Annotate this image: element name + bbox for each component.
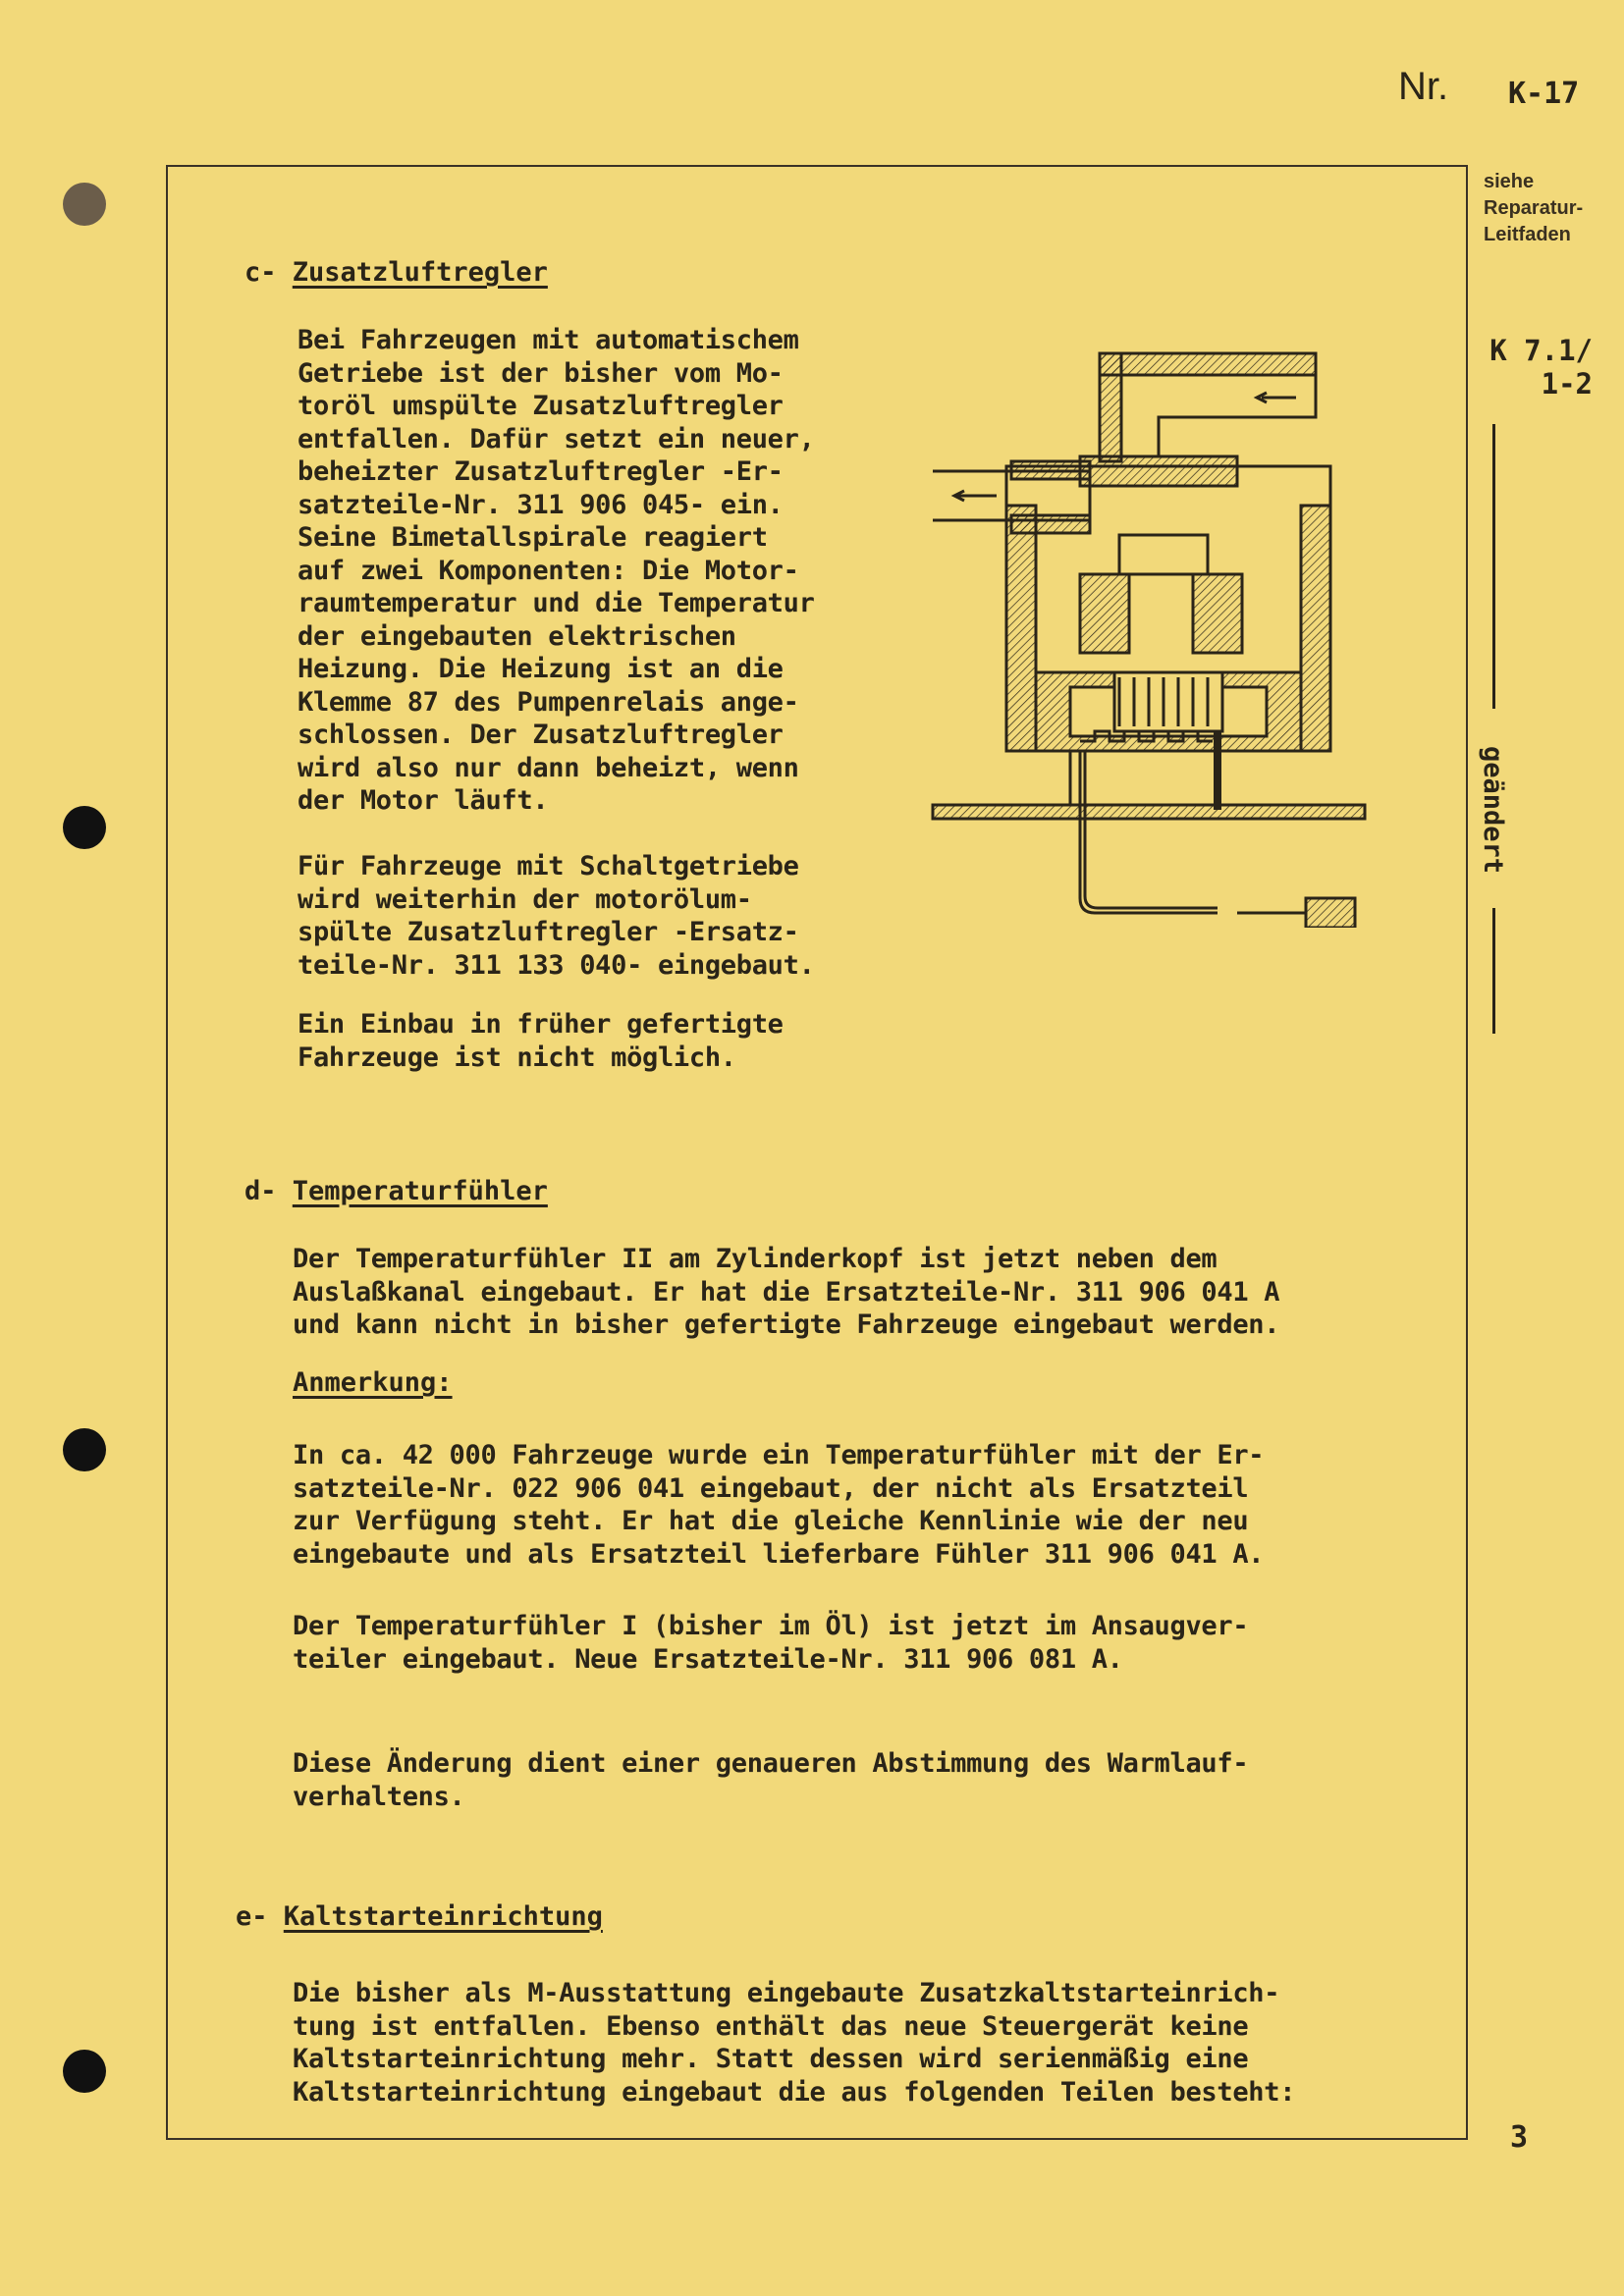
reference-code bbox=[1485, 334, 1593, 400]
change-bar bbox=[1492, 424, 1495, 709]
note-paragraph: In ca. 42 000 Fahrzeuge wurde ein Temperaturfühler mit der Er- satzteile-Nr. 022 906 041 eingebaut, der nicht als Ersatzteil zur Verfügung steht. Er hat die gleiche Kennlinie wie der neu eingebaute und als Ersatzteil lieferbare Fühler 311 906 041 A. bbox=[293, 1440, 1265, 1570]
change-bar bbox=[1492, 908, 1495, 1034]
punch-hole bbox=[63, 183, 106, 226]
section-title: Kaltstarteinrichtung bbox=[283, 1901, 603, 1932]
document-number: K-17 bbox=[1508, 77, 1580, 111]
auxiliary-air-regulator-diagram bbox=[913, 339, 1375, 928]
punch-hole bbox=[63, 2050, 106, 2093]
reference-code-line: K 7.1/ bbox=[1489, 334, 1593, 367]
reference-line: siehe bbox=[1484, 171, 1535, 192]
section-d-paragraph: Der Temperaturfühler II am Zylinderkopf ist jetzt neben dem Auslaßkanal eingebaut. Er hat die Ersatzteile-Nr. 311 906 041 A und kann nicht in bisher gefertigte Fahrzeuge eingebaut werden. bbox=[293, 1244, 1280, 1340]
punch-hole bbox=[63, 1428, 106, 1471]
section-c-paragraph: Bei Fahrzeugen mit automatischem Getriebe ist der bisher vom Mo- toröl umspülte Zusatzluftregler entfallen. Dafür setzt ein neuer, beheizter Zusatzluftregler -Er- satzteile-Nr. 311 906 045- ein. Seine Bimetallspirale reagiert auf zwei Komponenten: Die Motor- raumtemperatur und die Temperatur der eingebauten elektrischen Heizung. Die Heizung ist an die Klemme 87 des Pumpenrelais ange- schlossen. Der Zusatzluftregler wird also nur dann beheizt, wenn der Motor läuft. bbox=[298, 325, 815, 816]
section-c-heading bbox=[244, 257, 548, 288]
page-number: 3 bbox=[1510, 2120, 1529, 2155]
section-prefix: c- bbox=[244, 257, 277, 288]
nr-label: Nr. bbox=[1398, 65, 1449, 108]
section-title: Temperaturfühler bbox=[292, 1176, 548, 1206]
section-d-heading bbox=[244, 1176, 548, 1206]
section-prefix: d- bbox=[244, 1176, 277, 1206]
section-d-paragraph: Der Temperaturfühler I (bisher im Öl) ist jetzt im Ansaugver- teiler eingebaut. Neue Ersatzteile-Nr. 311 906 081 A. bbox=[293, 1611, 1249, 1675]
section-e-heading bbox=[236, 1901, 603, 1932]
section-c-paragraph: Ein Einbau in früher gefertigte Fahrzeuge ist nicht möglich. bbox=[298, 1009, 784, 1073]
note-title: Anmerkung: bbox=[293, 1367, 453, 1398]
reference-line: Reparatur- bbox=[1484, 197, 1584, 219]
section-title: Zusatzluftregler bbox=[292, 257, 548, 288]
punch-hole bbox=[63, 806, 106, 849]
reference-line: Leitfaden bbox=[1484, 224, 1571, 245]
section-d-paragraph: Diese Änderung dient einer genaueren Abstimmung des Warmlauf- verhaltens. bbox=[293, 1748, 1249, 1812]
changed-label: geändert bbox=[1478, 746, 1508, 875]
section-c-paragraph: Für Fahrzeuge mit Schaltgetriebe wird weiterhin der motorölum- spülte Zusatzluftregler -Ersatz- teile-Nr. 311 133 040- eingebaut. bbox=[298, 851, 815, 981]
section-e-paragraph: Die bisher als M-Ausstattung eingebaute Zusatzkaltstarteinrich- tung ist entfallen. Ebenso enthält das neue Steuergerät keine Kaltstarteinrichtung mehr. Statt dessen wird serienmäßig eine Kaltstarteinrichtung eingebaut die aus folgenden Teilen besteht: bbox=[293, 1978, 1296, 2108]
reference-code-line: 1-2 bbox=[1541, 367, 1593, 400]
section-prefix: e- bbox=[236, 1901, 268, 1932]
reference-note bbox=[1484, 169, 1583, 248]
